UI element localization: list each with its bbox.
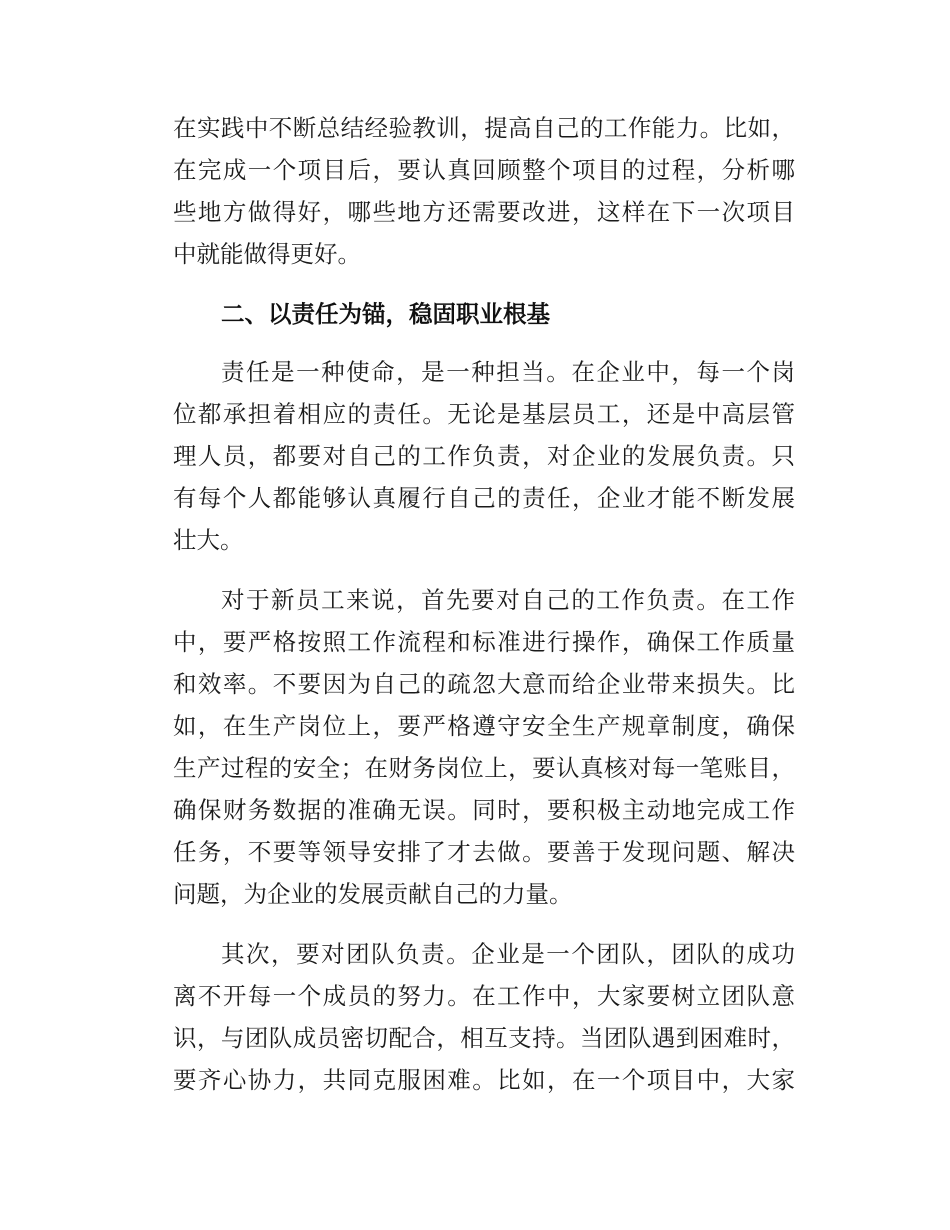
paragraph-line: 如，在生产岗位上，要严格遵守安全生产规章制度，确保 [173, 712, 795, 740]
paragraph-line: 中就能做得更好。 [173, 240, 361, 268]
paragraph-line: 中，要严格按照工作流程和标准进行操作，确保工作质量 [173, 628, 795, 656]
paragraph-line: 在实践中不断总结经验教训，提高自己的工作能力。比如， [173, 114, 795, 142]
paragraph-line: 任务，不要等领导安排了才去做。要善于发现问题、解决 [173, 838, 795, 866]
paragraph-line: 生产过程的安全；在财务岗位上，要认真核对每一笔账目， [173, 754, 795, 782]
paragraph-line: 和效率。不要因为自己的疏忽大意而给企业带来损失。比 [173, 670, 795, 698]
paragraph-line: 要齐心协力，共同克服困难。比如，在一个项目中，大家 [173, 1066, 795, 1094]
section-heading: 二、以责任为锚，稳固职业根基 [221, 300, 550, 328]
paragraph-line: 确保财务数据的准确无误。同时，要积极主动地完成工作 [173, 796, 795, 824]
paragraph-line: 位都承担着相应的责任。无论是基层员工，还是中高层管 [173, 400, 795, 428]
paragraph-line: 有每个人都能够认真履行自己的责任，企业才能不断发展 [173, 484, 795, 512]
paragraph-line: 问题，为企业的发展贡献自己的力量。 [173, 880, 573, 908]
paragraph-line: 责任是一种使命，是一种担当。在企业中，每一个岗 [221, 358, 795, 386]
paragraph-line: 些地方做得好，哪些地方还需要改进，这样在下一次项目 [173, 198, 795, 226]
paragraph-line: 对于新员工来说，首先要对自己的工作负责。在工作 [221, 586, 795, 614]
paragraph-line: 理人员，都要对自己的工作负责，对企业的发展负责。只 [173, 442, 795, 470]
paragraph-line: 其次，要对团队负责。企业是一个团队，团队的成功 [221, 940, 795, 968]
paragraph-line: 壮大。 [173, 526, 244, 554]
paragraph-line: 离不开每一个成员的努力。在工作中，大家要树立团队意 [173, 982, 795, 1010]
paragraph-line: 识，与团队成员密切配合，相互支持。当团队遇到困难时， [173, 1024, 795, 1052]
paragraph-line: 在完成一个项目后，要认真回顾整个项目的过程，分析哪 [173, 156, 795, 184]
